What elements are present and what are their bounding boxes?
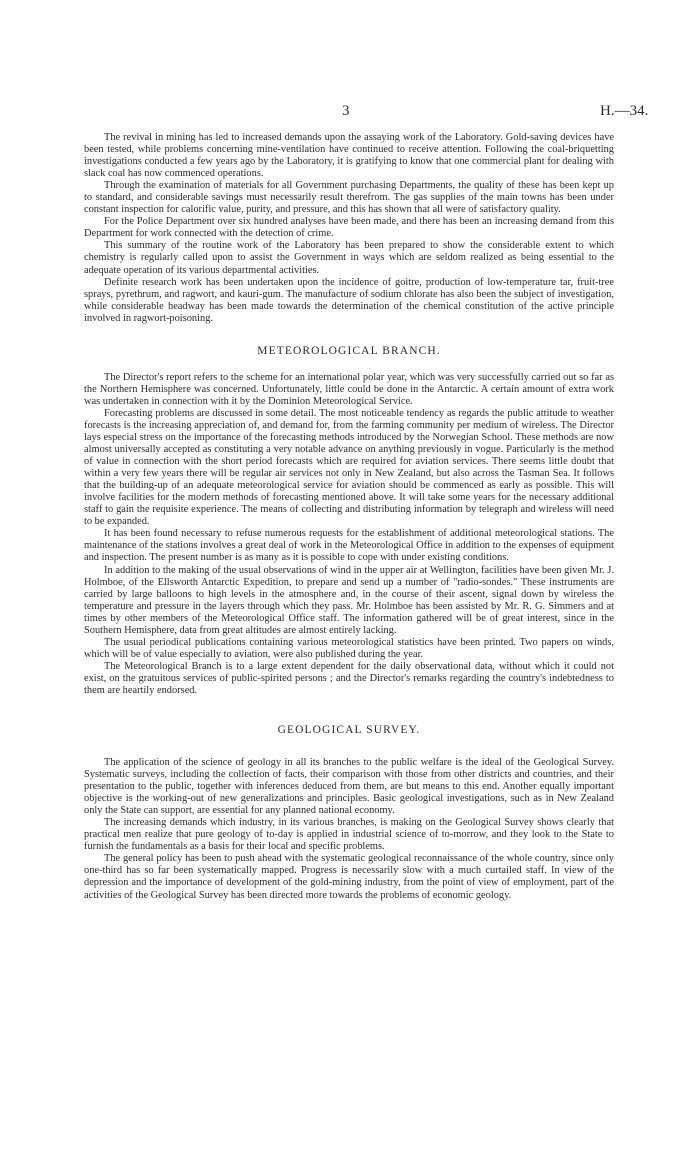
page-number: 3	[342, 103, 350, 119]
paragraph: It has been found necessary to refuse numerous requests for the establishment of additional meteorological stations. The maintenance of the stations involves a great deal of work in the Meteorological Office in addition to the expenses of equipment and inspection. The present number is as many as it is possible to cope with under existing conditions.	[84, 528, 614, 564]
paragraph: The Meteorological Branch is to a large extent dependent for the daily observational data, without which it could not exist, on the gratuitous services of public-spirited persons ; and the Director's remarks regarding the country's indebtedness to them are heartily endorsed.	[84, 660, 614, 696]
paragraph: The usual periodical publications containing various meteorological statistics have been printed. Two papers on winds, which will be of value especially to aviation, were also published during the year.	[84, 636, 614, 660]
meteorological-section	[84, 372, 614, 697]
page-body	[84, 132, 614, 902]
paragraph: The general policy has been to push ahead with the systematic geological reconnaissance of the whole country, since only one-third has so far been systematically mapped. Progress is necessarily slow with a much curtailed staff. In view of the depression and the importance of development of the gold-mining industry, from the point of view of employment, part of the activities of the Geological Survey has been directed more towards the problems of economic geology.	[84, 853, 614, 901]
paragraph: For the Police Department over six hundred analyses have been made, and there has been an increasing demand from this Department for work connected with the detection of crime.	[84, 216, 614, 240]
paragraph: The revival in mining has led to increased demands upon the assaying work of the Laboratory. Gold-saving devices have been tested, while problems concerning mine-ventilation have continued to receive attention. Following the coal-briquetting investigations conducted a few years ago by the Laboratory, it is gratifying to know that one commercial plant for dealing with slack coal has now commenced operations.	[84, 132, 614, 180]
geological-section	[84, 757, 614, 902]
paragraph: This summary of the routine work of the Laboratory has been prepared to show the considerable extent to which chemistry is regularly called upon to assist the Government in ways which are seldom realized as being essential to the adequate operation of its various departmental activities.	[84, 240, 614, 276]
laboratory-section	[84, 132, 614, 325]
paragraph: Forecasting problems are discussed in some detail. The most noticeable tendency as regards the public attitude to weather forecasts is the increasing appreciation of, and demand for, from the farming community per medium of wireless. The Director lays especial stress on the importance of the forecasting methods introduced by the Norwegian School. These methods are now almost universally accepted as constituting a very notable advance on anything previously in vogue. Particularly is the method of value in connection with the short period forecasts which are required for aviation services. There seems little doubt that within a very few years there will be regular air services not only in New Zealand, but also across the Tasman Sea. It follows that the building-up of an adequate meteorological service for aviation should be commenced as early as possible. This will involve facilities for the modern methods of forecasting mentioned above. It will take some years for the necessary additional staff to gain the requisite experience. The means of collecting and distributing information by telegraph and wireless will need to be expanded.	[84, 407, 614, 528]
paragraph: Definite research work has been undertaken upon the incidence of goitre, production of low-temperature tar, fruit-tree sprays, pyrethrum, and ragwort, and kauri-gum. The manufacture of sodium chlorate has also been the subject of investigation, while considerable headway has been made towards the determination of the chemical constitution of the active principle involved in ragwort-poisoning.	[84, 276, 614, 324]
paragraph: The increasing demands which industry, in its various branches, is making on the Geological Survey shows clearly that practical men realize that pure geology of to-day is applied in industrial science of to-morrow, and they look to the State to furnish the fundamentals as a basis for their local and specific problems.	[84, 817, 614, 853]
paragraph: The application of the science of geology in all its branches to the public welfare is the ideal of the Geological Survey. Systematic surveys, including the collection of facts, their comparison with those from other districts and countries, and their presentation to the public, together with inferences deduced from them, are but means to this end. Another equally important objective is the working-out of new generalizations and principles. Basic geological investigations, such as in New Zealand only the State can support, are essential for any planned national economy.	[84, 757, 614, 817]
section-heading-geological: GEOLOGICAL SURVEY.	[277, 724, 421, 737]
paragraph: Through the examination of materials for all Government purchasing Departments, the quality of these has been kept up to standard, and considerable savings must necessarily result therefrom. The gas supplies of the main towns has been under constant inspection for calorific value, purity, and pressure, and this has shown that all were of satisfactory quality.	[84, 180, 614, 216]
paragraph: The Director's report refers to the scheme for an international polar year, which was very successfully carried out so far as the Northern Hemisphere was concerned. Unfortunately, little could be done in the Antarctic. A certain amount of extra work was undertaken in connection with it by the Dominion Meteorological Service.	[84, 371, 614, 407]
section-heading-meteorological: METEOROLOGICAL BRANCH.	[257, 344, 441, 357]
document-code: H.—34.	[600, 103, 649, 119]
page-header	[0, 103, 700, 123]
paragraph: In addition to the making of the usual observations of wind in the upper air at Wellington, facilities have been given Mr. J. Holmboe, of the Ellsworth Antarctic Expedition, to prepare and send up a number of "radio-sondes." These instruments are carried by large balloons to high levels in the atmosphere and, in the course of their ascent, signal down by wireless the temperature and pressure in the layers through which they pass. Mr. Holmboe has been assisted by Mr. R. G. Simmers and at times by other members of the Meteorological Office staff. The information gathered will be of great interest, since in the Southern Hemisphere, data from great altitudes are almost entirely lacking.	[84, 564, 614, 636]
